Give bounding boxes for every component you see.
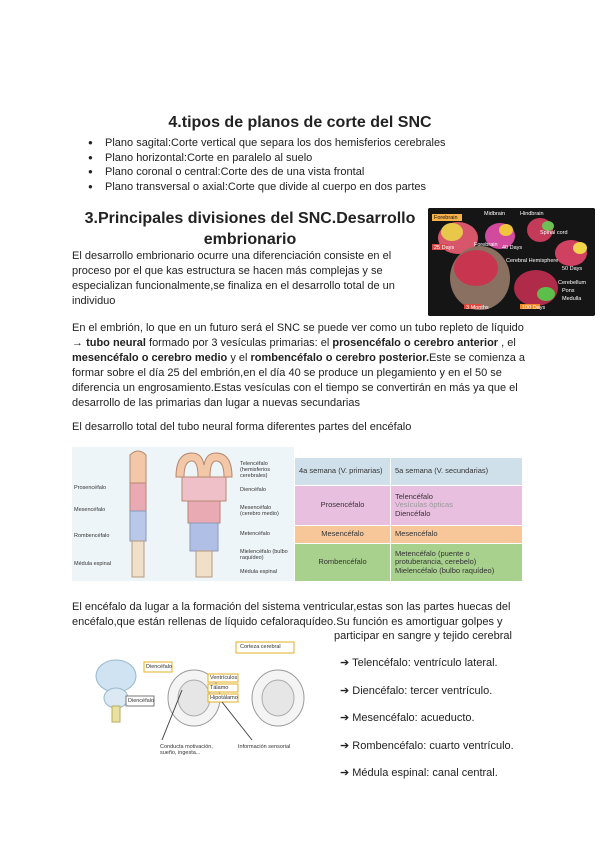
embryo-label: 100 Days xyxy=(522,305,546,311)
tube-label: Metencéfalo xyxy=(240,531,270,537)
text-span: , el xyxy=(498,337,516,349)
table-row xyxy=(295,544,523,582)
table-cell: Mesencéfalo xyxy=(391,526,523,544)
section3-title: 3.Principales divisiones del SNC.Desarrollo embrionario xyxy=(84,210,416,248)
table-header-cell: 4a semana (V. primarias) xyxy=(295,458,391,486)
tube-label: Rombencéfalo xyxy=(74,533,110,539)
ventricle-diagram xyxy=(82,640,312,765)
table-row xyxy=(295,486,523,526)
ventricle-label: Hipotálamo xyxy=(210,695,238,701)
embryo-label: 50 Days xyxy=(562,266,583,272)
ventricle-label: Ventrículos xyxy=(210,675,238,681)
text-span: y el xyxy=(227,352,251,364)
embryo-label: 40 Days xyxy=(502,245,523,251)
list-item: ➔ Mesencéfalo: acueducto. xyxy=(340,712,475,724)
list-item: ➔ Rombencéfalo: cuarto ventrículo. xyxy=(340,739,514,752)
text-bold: rombencéfalo o cerebro posterior. xyxy=(250,352,430,364)
list-item: ● Plano transversal o axial:Corte que divide al cuerpo en dos partes xyxy=(88,180,446,195)
tube-label: Mielencéfalo (bulbo raquídeo) xyxy=(240,549,288,561)
ventricle-label: Diencéfalo xyxy=(146,664,172,670)
table-cell: Prosencéfalo xyxy=(295,486,391,526)
embryo-label: Cerebellum xyxy=(558,280,587,286)
paragraph-ventricular-system-cont: participar en sangre y tejido cerebral xyxy=(334,630,512,642)
tube-label: Médula espinal xyxy=(240,569,277,575)
text-span: formado por 3 vesículas primarias: el xyxy=(145,337,333,349)
paragraph-embryonic-development: El desarrollo embrionario ocurre una diferenciación consiste en el proceso por el que kas estructura se hacen más complejas y se especializan funcionalmente,se finaliza en el desarrollo total de un individuo xyxy=(72,250,395,307)
paragraph-neural-tube xyxy=(72,321,532,411)
embryo-label: Spinal cord xyxy=(540,230,568,236)
table-header-cell: 5a semana (V. secundarias) xyxy=(391,458,523,486)
embryo-label: Forebrain xyxy=(434,215,458,221)
cell-line: Mielencéfalo (bulbo raquídeo) xyxy=(395,565,495,575)
list-item: ➔ Diencéfalo: tercer ventrículo. xyxy=(340,684,493,697)
embryo-label: 25 Days xyxy=(434,245,455,251)
embryo-label: Medulla xyxy=(562,296,582,302)
embryo-label: Hindbrain xyxy=(520,211,544,217)
tube-label: Mesencéfalo xyxy=(74,507,106,513)
text-span: En el embrión, lo que en un futuro será el SNC se puede ver como un tubo repleto de líquido → xyxy=(72,322,524,349)
cell-line: Diencéfalo xyxy=(395,508,431,518)
table-row xyxy=(295,526,523,544)
list-item: ● Plano coronal o central:Corte des de una vista frontal xyxy=(88,165,446,180)
tube-label: Prosencéfalo xyxy=(74,485,107,491)
table-cell: Mesencéfalo xyxy=(295,526,391,544)
tube-label: Telencéfalo (hemisferios cerebrales) xyxy=(240,461,270,479)
planes-list xyxy=(88,136,446,194)
cell-line: Telencéfalo xyxy=(395,491,433,501)
table-header xyxy=(295,458,523,486)
paragraph-neural-tube-parts: El desarrollo total del tubo neural forma diferentes partes del encéfalo xyxy=(72,421,412,433)
embryo-label: Midbrain xyxy=(484,211,506,217)
table-cell xyxy=(391,486,523,526)
embryo-development-image xyxy=(428,208,595,316)
tube-label: Mesencéfalo (cerebro medio) xyxy=(240,505,279,517)
ventricle-label: Tálamo xyxy=(210,685,229,691)
embryo-label: Cerebral Hemisphere xyxy=(506,258,559,264)
list-item: ➔ Médula espinal: canal central. xyxy=(340,767,498,779)
section4-title: 4.tipos de planos de corte del SNC xyxy=(168,114,432,131)
text-span: Este se comienza a formar sobre el día 25 del embrión,en el día 40 se produce un plegamiento y en el 50 se diferencia un engrosamiento.Estas vesículas con el tiempo se convertirán en más ya que el desarrollo de las primarias dan lugar a nuevas secundarias xyxy=(72,352,526,409)
neural-tube-diagram xyxy=(72,447,294,581)
tube-label: Médula espinal xyxy=(74,561,111,567)
text-bold: tubo neural xyxy=(86,337,146,349)
table-cell xyxy=(391,544,523,582)
paragraph-ventricular-system: El encéfalo da lugar a la formación del sistema ventricular,estas son las partes huecas del encéfalo,que están rellenas de líquido cefaloraquídeo.Su función es amortiguar golpes y xyxy=(72,601,511,628)
list-item: ● Plano horizontal:Corte en paralelo al suelo xyxy=(88,151,446,166)
text-bold: mesencéfalo o cerebro medio xyxy=(72,352,228,364)
cell-line: Vesículas ópticas xyxy=(395,500,453,510)
cell-line: Metencéfalo (puente o protuberancia, cerebelo) xyxy=(395,548,477,567)
embryo-label: 3 Months xyxy=(466,305,489,311)
embryo-label: Forebrain xyxy=(474,242,498,248)
ventricle-label: Información sensorial xyxy=(238,744,291,750)
list-item: ● Plano sagital:Corte vertical que separa los dos hemisferios cerebrales xyxy=(88,136,446,151)
ventricle-label: Diencéfalo xyxy=(128,698,154,704)
table-cell: Rombencéfalo xyxy=(295,544,391,582)
list-item: ➔ Telencéfalo: ventrículo lateral. xyxy=(340,657,498,669)
text-bold: prosencéfalo o cerebro anterior xyxy=(332,337,499,349)
embryo-label: Pons xyxy=(562,288,575,294)
tube-label: Diencéfalo xyxy=(240,487,266,493)
vesicle-table xyxy=(294,457,523,582)
ventricle-label: Corteza cerebral xyxy=(240,644,281,650)
ventricle-label: Conducta motivación, sueño, ingesta... xyxy=(160,744,213,756)
ventricle-list xyxy=(340,656,514,794)
